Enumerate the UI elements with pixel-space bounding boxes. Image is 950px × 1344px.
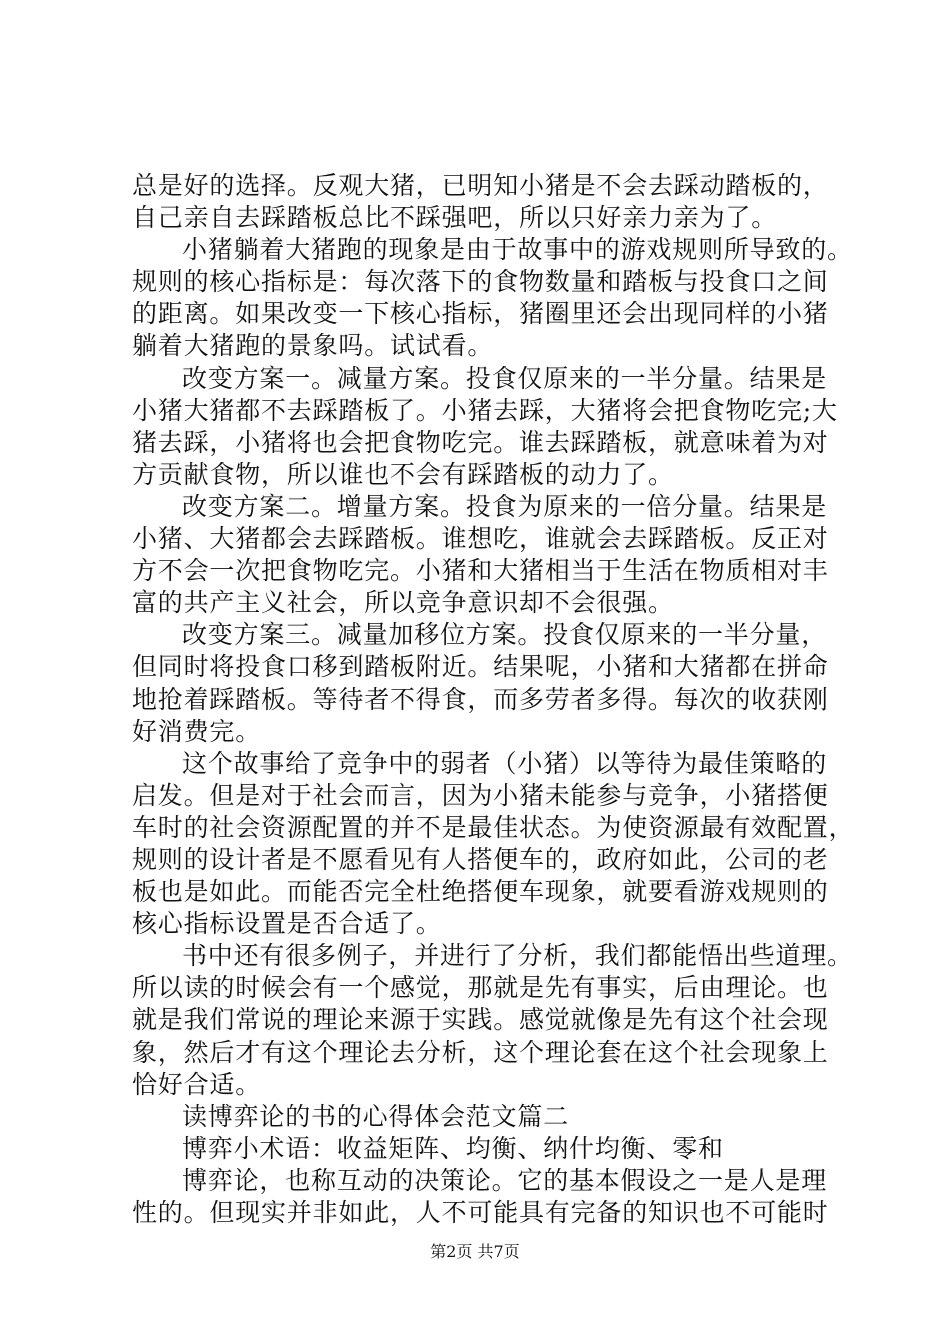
document-body (132, 170, 855, 1229)
text-line: 改变方案一。减量方案。投食仅原来的一半分量。结果是 (182, 363, 828, 393)
text-line: 启发。但是对于社会而言，因为小猪未能参与竞争，小猪搭便 (132, 780, 829, 810)
text-line: 规则的设计者是不愿看见有人搭便车的，政府如此，公司的老 (132, 844, 829, 874)
text-line: 核心指标设置是否合适了。 (132, 909, 442, 939)
text-line: 好消费完。 (132, 716, 262, 746)
text-line: 自己亲自去踩踏板总比不踩强吧，所以只好亲力亲为了。 (132, 203, 778, 233)
text-line: 但同时将投食口移到踏板附近。结果呢，小猪和大猪都在拼命 (132, 652, 829, 682)
text-line: 恰好合适。 (132, 1069, 262, 1099)
text-line: 就是我们常说的理论来源于实践。感觉就像是先有这个社会现 (132, 1005, 829, 1035)
text-line: 猪去踩，小猪将也会把食物吃完。谁去踩踏板，就意味着为对 (132, 427, 829, 457)
text-line: 方不会一次把食物吃完。小猪和大猪相当于生活在物质相对丰 (132, 556, 829, 586)
text-line: 总是好的选择。反观大猪，已明知小猪是不会去踩动踏板的， (132, 171, 829, 200)
text-line: 改变方案三。减量加移位方案。投食仅原来的一半分量， (182, 620, 828, 650)
text-line: 所以读的时候会有一个感觉，那就是先有事实，后由理论。也 (132, 973, 829, 1003)
text-line: 板也是如此。而能否完全杜绝搭便车现象，就要看游戏规则的 (132, 877, 829, 907)
text-line: 规则的核心指标是：每次落下的食物数量和踏板与投食口之间 (132, 267, 829, 297)
text-line: 读博弈论的书的心得体会范文篇二 (182, 1101, 570, 1131)
text-line: 的距离。如果改变一下核心指标，猪圈里还会出现同样的小猪 (132, 299, 829, 329)
text-line: 车时的社会资源配置的并不是最佳状态。为使资源最有效配置， (132, 812, 855, 842)
text-line: 小猪躺着大猪跑的现象是由于故事中的游戏规则所导致的。 (182, 235, 853, 265)
text-line: 小猪大猪都不去踩踏板了。小猪去踩，大猪将会把食物吃完;大 (132, 395, 838, 425)
text-line: 方贡献食物，所以谁也不会有踩踏板的动力了。 (132, 459, 674, 489)
text-line: 这个故事给了竞争中的弱者（小猪）以等待为最佳策略的 (182, 748, 828, 778)
text-line: 象，然后才有这个理论去分析，这个理论套在这个社会现象上 (132, 1037, 829, 1067)
text-line: 书中还有很多例子，并进行了分析，我们都能悟出些道理。 (182, 941, 853, 971)
text-line: 博弈小术语：收益矩阵、均衡、纳什均衡、零和 (182, 1133, 724, 1163)
text-line: 小猪、大猪都会去踩踏板。谁想吃，谁就会去踩踏板。反正对 (132, 524, 829, 554)
text-line: 富的共产主义社会，所以竞争意识却不会很强。 (132, 588, 674, 618)
page-footer: 第2页 共7页 (430, 1242, 520, 1261)
text-line: 博弈论，也称互动的决策论。它的基本假设之一是人是理 (182, 1165, 828, 1195)
text-line: 改变方案二。增量方案。投食为原来的一倍分量。结果是 (182, 491, 828, 521)
text-line: 地抢着踩踏板。等待者不得食，而多劳者多得。每次的收获刚 (132, 684, 829, 714)
text-line: 躺着大猪跑的景象吗。试试看。 (132, 331, 494, 361)
text-line: 性的。但现实并非如此，人不可能具有完备的知识也不可能时 (132, 1198, 829, 1227)
